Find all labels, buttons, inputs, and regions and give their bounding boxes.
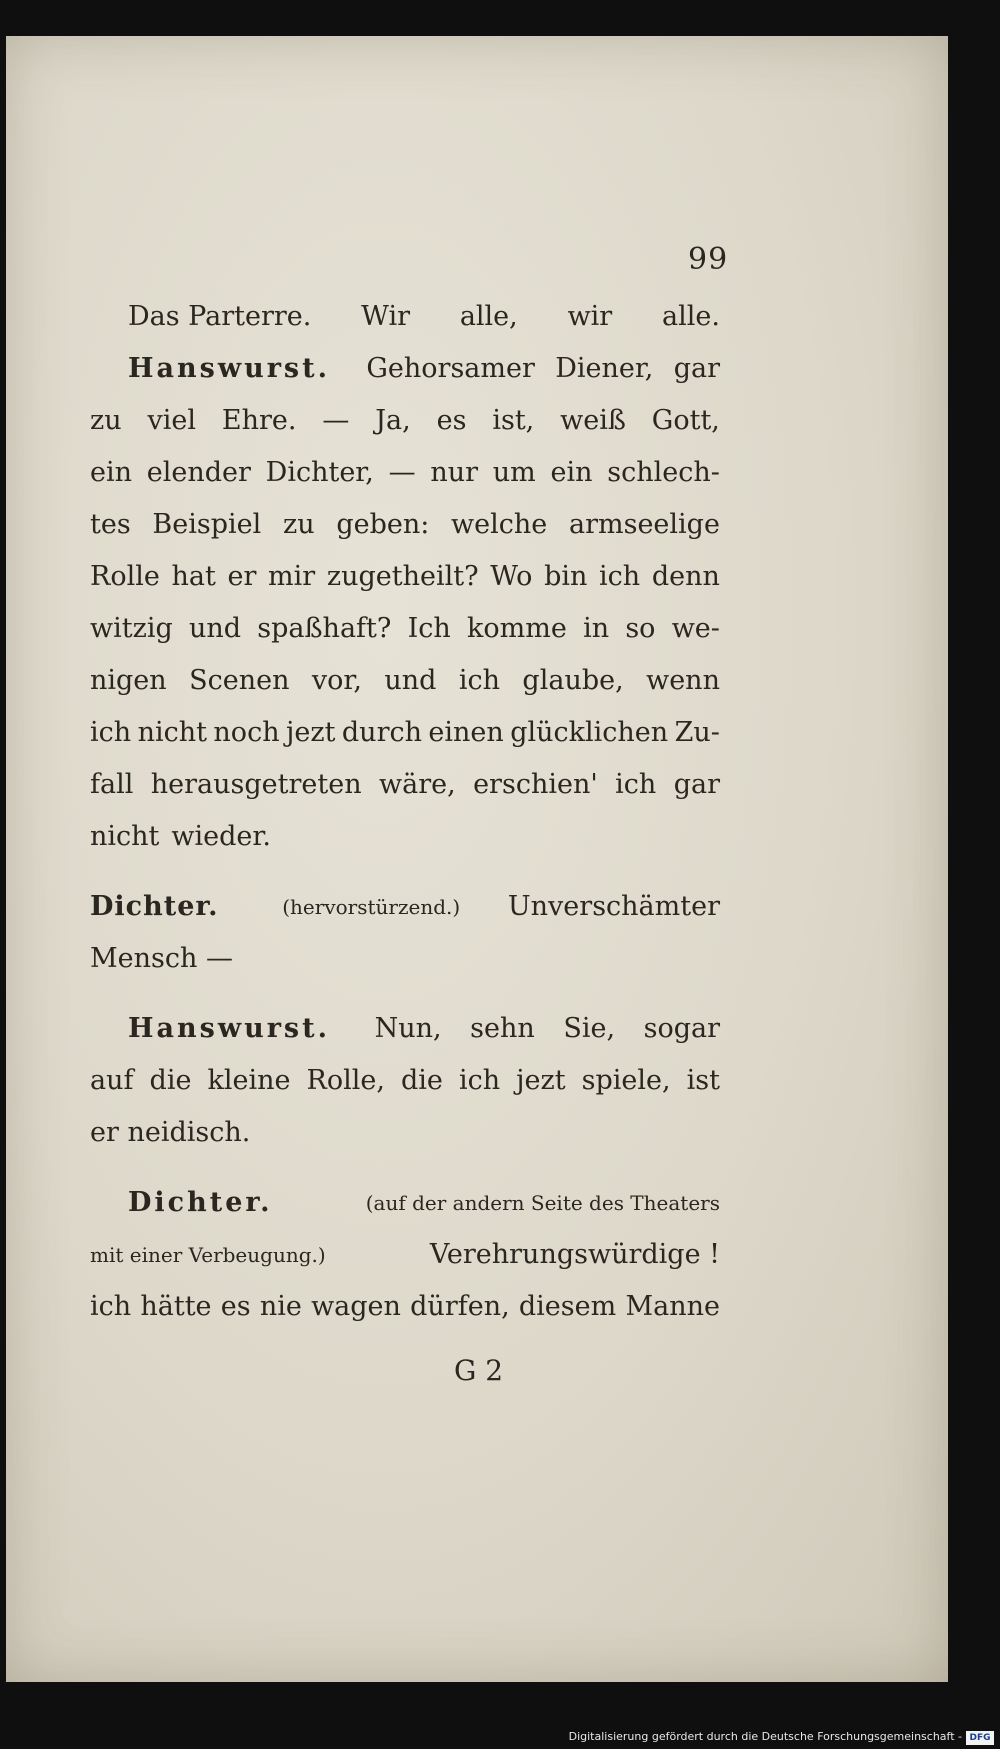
word: Manne	[625, 1291, 720, 1322]
text-line	[90, 291, 720, 343]
text-line	[90, 551, 720, 603]
word: mir	[268, 561, 316, 592]
word: herausgetreten	[150, 769, 362, 800]
word: nigen	[90, 665, 167, 696]
signature-mark: G 2	[454, 1354, 504, 1387]
word: es	[220, 1291, 251, 1322]
word: Beispiel	[152, 509, 262, 540]
word: Dichter,	[265, 457, 374, 488]
text-line	[90, 343, 720, 395]
line-text: er neidisch.	[90, 1117, 251, 1148]
word: wieder.	[171, 821, 271, 852]
speaker-name: Dichter.	[90, 891, 219, 922]
word: jezt	[516, 1065, 566, 1096]
word: in	[583, 613, 610, 644]
word: Unverschämter	[507, 891, 720, 922]
stage-direction: (hervorstürzend.)	[282, 895, 461, 919]
word: wagen	[311, 1291, 401, 1322]
word: um	[492, 457, 536, 488]
text-line	[90, 1177, 720, 1229]
digitization-credit: Digitalisierung gefördert durch die Deutsche Forschungsgemeinschaft -	[568, 1730, 962, 1743]
word: hätte	[140, 1291, 212, 1322]
text-line	[90, 1003, 720, 1055]
text-line	[90, 881, 720, 933]
word: komme	[467, 613, 567, 644]
word: spiele,	[581, 1065, 671, 1096]
word: Wo	[490, 561, 533, 592]
word: Ich	[407, 613, 451, 644]
word: und	[384, 665, 437, 696]
word: viel	[147, 405, 197, 436]
text-line	[90, 499, 720, 551]
word: Zu-	[674, 717, 720, 748]
word: vor,	[311, 665, 362, 696]
word: Gehorsamer	[366, 353, 535, 384]
word: spaßhaft?	[257, 613, 392, 644]
word: wenn	[646, 665, 720, 696]
word: sehn	[470, 1013, 535, 1044]
book-page	[6, 36, 948, 1682]
word: hat	[171, 561, 216, 592]
word: nur	[430, 457, 479, 488]
text-line	[90, 1055, 720, 1107]
text-block	[90, 291, 720, 1333]
word: ich	[615, 769, 657, 800]
word: ein	[90, 457, 133, 488]
word: ich	[90, 1291, 132, 1322]
word: die	[149, 1065, 192, 1096]
word: Sie,	[563, 1013, 616, 1044]
word: durch	[341, 717, 422, 748]
word: sogar	[643, 1013, 720, 1044]
word: glücklichen	[510, 717, 669, 748]
word: geben:	[336, 509, 430, 540]
page-number: 99	[688, 242, 729, 277]
text-line	[90, 395, 720, 447]
speaker-name: Dichter.	[128, 1187, 273, 1218]
stage-direction: (auf der andern Seite des Theaters	[365, 1191, 720, 1215]
word: die	[400, 1065, 443, 1096]
word: noch	[213, 717, 280, 748]
speaker-name: Hanswurst.	[128, 353, 331, 384]
word: Das Parterre.	[128, 301, 312, 332]
word: we-	[671, 613, 720, 644]
word: nicht	[137, 717, 207, 748]
word: armseelige	[568, 509, 720, 540]
word: Rolle,	[306, 1065, 385, 1096]
text-line	[90, 655, 720, 707]
word: er	[227, 561, 257, 592]
stage-direction: mit einer Verbeugung.)	[90, 1243, 326, 1267]
text-line	[90, 1107, 720, 1159]
word: Nun,	[374, 1013, 442, 1044]
word: zu	[90, 405, 122, 436]
word: —	[322, 405, 350, 436]
dfg-logo: DFG	[966, 1731, 994, 1745]
word: Diener,	[555, 353, 654, 384]
word: ein	[550, 457, 593, 488]
word: alle.	[662, 301, 720, 332]
word: Verehrungswürdige !	[429, 1239, 720, 1270]
word: glaube,	[522, 665, 624, 696]
speech-block-parterre-hanswurst	[90, 291, 720, 863]
text-line	[90, 1281, 720, 1333]
word: Gott,	[651, 405, 720, 436]
word: Wir	[361, 301, 410, 332]
word: ist,	[492, 405, 535, 436]
text-line	[90, 1229, 720, 1281]
word: witzig	[90, 613, 173, 644]
word: nicht	[90, 821, 160, 852]
word: tes	[90, 509, 131, 540]
word: ich	[90, 717, 132, 748]
word: zugetheilt?	[326, 561, 479, 592]
word: ich	[458, 1065, 501, 1096]
word: einen	[428, 717, 504, 748]
text-line	[90, 603, 720, 655]
word: zu	[282, 509, 315, 540]
word: denn	[651, 561, 720, 592]
word: dürfen,	[410, 1291, 510, 1322]
word: gar	[673, 353, 720, 384]
word: alle,	[459, 301, 518, 332]
word: weiß	[560, 405, 626, 436]
word: und	[188, 613, 242, 644]
text-line	[90, 707, 720, 759]
line-text: Mensch —	[90, 943, 233, 974]
word: erschien'	[473, 769, 598, 800]
word: es	[436, 405, 467, 436]
word: wäre,	[379, 769, 456, 800]
word: schlech-	[607, 457, 720, 488]
word: ist	[686, 1065, 720, 1096]
word: jezt	[286, 717, 336, 748]
word: Ja,	[375, 405, 411, 436]
word: Rolle	[90, 561, 160, 592]
word: wir	[567, 301, 613, 332]
word: auf	[90, 1065, 134, 1096]
word: ich	[458, 665, 500, 696]
word: elender	[146, 457, 251, 488]
word: diesem	[518, 1291, 617, 1322]
text-line	[90, 759, 720, 811]
word: welche	[451, 509, 548, 540]
word: Ehre.	[221, 405, 297, 436]
text-line	[90, 811, 720, 863]
text-line	[90, 447, 720, 499]
word: nie	[259, 1291, 302, 1322]
text-line	[90, 933, 720, 985]
word: gar	[673, 769, 720, 800]
word: Scenen	[189, 665, 290, 696]
word: fall	[90, 769, 134, 800]
speaker-name: Hanswurst.	[128, 1013, 331, 1044]
word: bin	[544, 561, 588, 592]
word: kleine	[207, 1065, 291, 1096]
word: —	[388, 457, 416, 488]
word: ich	[599, 561, 641, 592]
word: so	[625, 613, 656, 644]
